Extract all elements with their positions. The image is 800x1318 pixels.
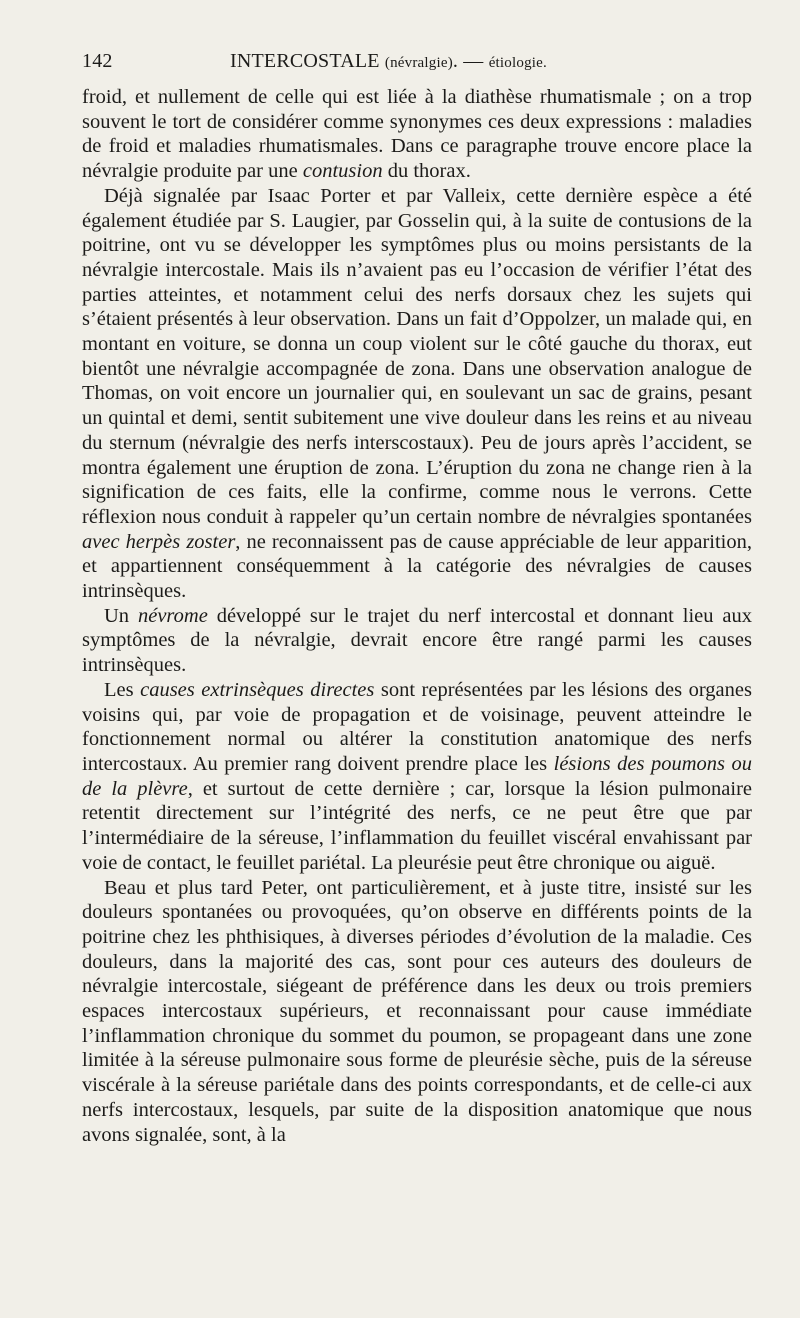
paragraph xyxy=(82,876,752,1148)
title-main: INTERCOSTALE xyxy=(230,50,380,72)
running-title xyxy=(230,50,547,73)
text-run: Beau et plus tard Peter, ont particulièrement, et à juste titre, insisté sur les douleurs spontanées ou provoquées, qu’on observe en différents points de la poitrine chez les phthisiques, à diverses périodes d’évolution de la maladie. Ces douleurs, dans la majorité des cas, sont pour ces auteurs des douleurs de névralgie intercostale, siégeant de préférence dans les deux ou trois premiers espaces intercostaux supérieurs, et reconnaissant pour cause immédiate l’inflammation chronique du sommet du poumon, se propageant dans une zone limitée à la séreuse pulmonaire sous forme de pleurésie sèche, puis de la séreuse viscérale à la séreuse pariétale dans des points correspondants, et de celle-ci aux nerfs intercostaux, lesquels, par suite de la disposition anatomique que nous avons signalée, sont, à la xyxy=(82,876,752,1146)
text-run: sont représentées par les lésions des organes voisins qui, par voie de propagation et de voisinage, peuvent atteindre le fonctionnement normal ou altérer la constitution anatomique des nerfs intercostaux. Au premier rang doivent prendre place les xyxy=(82,678,752,775)
paragraph xyxy=(82,85,752,184)
italic-text: lésions des poumons ou de la plèvre xyxy=(82,752,752,800)
text-run: , et surtout de cette dernière ; car, lorsque la lésion pulmonaire retentit directement sur l’intégrité des nerfs, ce ne peut être que par l’intermédiaire de la séreuse, l’inflammation du feuillet viscéral envahissant par voie de contact, le feuillet pariétal. La pleurésie peut être chronique ou aiguë. xyxy=(82,777,752,874)
running-header xyxy=(82,50,748,82)
paragraph xyxy=(82,678,752,876)
text-run: Un xyxy=(104,604,138,627)
text-run: Déjà signalée par Isaac Porter et par Valleix, cette dernière espèce a été également étudiée par S. Laugier, par Gosselin qui, à la suite de contusions de la poitrine, ont vu se développer les symptômes plus ou moins persistants de la névralgie intercostale. Mais ils n’avaient pas eu l’occasion de vérifier l’état des parties atteintes, et notamment celui des nerfs dorsaux chez les sujets qui s’étaient présentés à leur observation. Dans un fait d’Oppolzer, un malade qui, en montant en voiture, se donna un coup violent sur le côté gauche du thorax, eut bientôt une névralgie accompagnée de zona. Dans une observation analogue de Thomas, on voit encore un journalier qui, en soulevant un sac de grains, pesant un quintal et demi, sentit subitement une vive douleur dans les reins et au niveau du sternum (névralgie des nerfs interscostaux). Peu de jours après l’accident, se montra également une éruption de zona. L’éruption du zona ne change rien à la signification de ces faits, elle la confirme, comme nous le verrons. Cette réflexion nous conduit à rappeler qu’un certain nombre de névralgies spontanées xyxy=(82,184,752,528)
text-run: , ne reconnaissent pas de cause appréciable de leur apparition, et appartiennent conséquemment à la catégorie des névralgies de causes intrinsèques. xyxy=(82,530,752,603)
italic-text: contusion xyxy=(302,160,383,183)
text-run: Les xyxy=(104,678,141,701)
text-run: froid, et nullement de celle qui est liée à la diathèse rhumatismale ; on a trop souvent le tort de considérer comme synonymes ces deux expressions : maladies de froid et maladies rhumatismales. Dans ce paragraphe trouve encore place la névralgie produite par une xyxy=(82,86,752,183)
body-text xyxy=(82,85,752,1147)
paragraph xyxy=(82,604,752,678)
text-run: du thorax. xyxy=(382,160,471,183)
title-paren: (névralgie) xyxy=(384,55,453,71)
text-run: développé sur le trajet du nerf intercostal et donnant lieu aux symptômes de la névralgie, devrait encore être rangé parmi les causes intrinsèques. xyxy=(82,604,753,677)
title-section: étiologie. xyxy=(488,55,547,71)
italic-text: causes extrinsèques directes xyxy=(140,678,375,701)
italic-text: névrome xyxy=(137,604,208,627)
italic-text: avec herpès zoster xyxy=(82,530,236,553)
paragraph xyxy=(82,184,752,604)
title-dash: . — xyxy=(452,50,489,72)
page-number: 142 xyxy=(82,50,113,72)
